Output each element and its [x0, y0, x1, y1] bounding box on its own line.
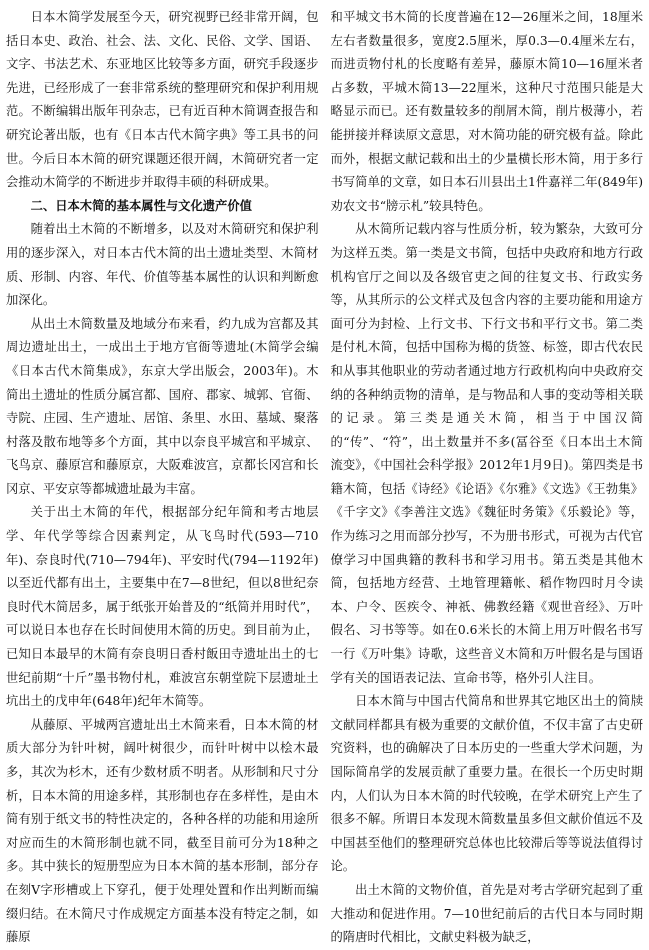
right-paragraph-1: 和平城文书木简的长度普遍在12—26厘米之间，18厘米左右者数量很多，宽度2.5厘米，厚0.3—0.4厘米左右，而进贡物付札的长度略有差异，藤原木简10—16厘米者占多数，平城木简13—22厘米，这种尺寸范围只能是大略显示而已。还有数量较多的削屑木简，削片极薄小，若能拼接并释读原文意思，对木简功能的研究极有益。除此而外，根据文献记载和出土的少量横长形木简，用于多行书写简单的文章，如日本石川县出土1件嘉祥二年(849年)劝农文书“牓示札”较具特色。 [330, 10, 643, 213]
right-paragraph-4: 出土木简的文物价值，首先是对考古学研究起到了重大推动和促进作用。7—10世纪前后的古代日本与同时期的隋唐时代相比，文献史料极为缺乏， [330, 882, 643, 945]
left-paragraph-5: 从藤原、平城两宫遗址出土木简来看，日本木简的材质大部分为针叶树，阔叶树很少，而针叶树中以桧木最多，其次为杉木，还有少数材质不明者。从形制和尺寸分析，日本木简的用途多样，其形制也存在多样性，是由木简有别于纸文书的特性决定的，各种各样的功能和用途所对应而生的木简形制也就不同，截至目前可分为18种之多。其中狭长的短册型应为日本木简的基本形制，部分存在刻V字形槽或上下穿孔，便于处理处置和作出判断而编缀归结。在木简尺寸作成规定方面基本没有特定之制，如藤原 [6, 717, 319, 945]
right-paragraph-2: 从木简所记载内容与性质分析，较为繁杂，大致可分为这样五类。第一类是文书简，包括中央政府和地方行政机构官厅之间以及各级官吏之间的往复文书、行政实务等，从其所示的公文样式及包含内容的主要功能和用途方面可分为封检、上行文书、下行文书和平行文书。第二类是付札木简，包括中国称为楬的货签、标签，即古代农民和从事其他职业的劳动者通过地方行政机构向中央政府交纳的各种纳贡物的清单，是与物品和人事的变动等相关联的记录。第三类是通关木简，相当于中国汉简的“传”、“符”，出土数量并不多(冨谷至《日本出土木简流变》，《中国社会科学报》2012年1月9日)。第四类是书籍木简，包括《诗经》《论语》《尔雅》《文选》《王勃集》《千字文》《李善注文选》《魏征时务策》《乐毅论》等，作为练习之用而部分抄写，不为册书形式，可视为古代官僚学习中国典籍的教科书和学习用书。第五类是其他木简，包括地方经营、土地管理籍帐、稻作物四时月令读本、户令、医疾令、神祇、佛教经籍《观世音经》、万叶假名、习书等等。如在0.6米长的木简上用万叶假名书写一行《万叶集》诗歌，这些音义木简和万叶假名是与国语学有关的国语表记法、宣命书等，格外引人注目。 [330, 222, 643, 685]
left-paragraph-4: 关于出土木简的年代，根据部分纪年简和考古地层学、年代学等综合因素判定，从飞鸟时代(593—710年)、奈良时代(710—794年)、平安时代(794—1192年)以至近代都有出土，主要集中在7—8世纪，但以8世纪奈良时代木简居多，属于纸张开始普及的“纸简并用时代”，可以说日本也存在长时间使用木简的历史。到目前为止，已知日本最早的木简有奈良明日香村飯田寺遗址出土的七世纪前期“十斤”墨书物付札，难波宫东朝堂院下层遗址土坑出土的戊申年(648年)纪年木简等。 [6, 505, 319, 709]
left-paragraph-3: 从出土木简数量及地域分布来看，约九成为宫都及其周边遗址出土，一成出土于地方官衙等遗址(木简学会编《日本古代木简集成》，东京大学出版会，2003年)。木简出土遗址的性质分属宫都、国府、郡家、城郭、官衙、寺院、庄园、生产遗址、居馆、条里、水田、墓域、聚落村落及散布地等多个方面，其中以奈良平城宫和平城京、飞鸟京、藤原宫和藤原京，大阪难波宫，京都长冈宫和长冈京、平安京等都城遗址最为丰富。 [6, 316, 319, 496]
left-paragraph-1: 日本木简学发展至今天，研究视野已经非常开阔，包括日本史、政治、社会、法、文化、民俗、文学、国语、文字、书法艺术、东亚地区比较等多方面，研究手段逐步先进，已经形成了一套非常系统的整理研究和保护利用规范。不断编辑出版年刊杂志，已有近百种木简调查报告和研究论著出版，也有《日本古代木简字典》等工具书的问世。今后日本木简的研究课题还很开阔，木简研究者一定会推动木简学的不断进步并取得丰硕的科研成果。 [6, 10, 319, 190]
left-paragraph-2: 随着出土木简的不断增多，以及对木简研究和保护利用的逐步深入，对日本古代木简的出土遗址类型、木简材质、形制、内容、年代、价值等基本属性的认识和判断愈加深化。 [6, 222, 319, 308]
section-heading: 二、日本木简的基本属性与文化遗产价值 [30, 198, 252, 213]
left-column [6, 6, 319, 945]
right-column [330, 6, 644, 945]
right-paragraph-3: 日本木简与中国古代简帛和世界其它地区出土的简牍文献同样都具有极为重要的文献价值，不仅丰富了古史研究资料，也的确解决了日本历史的一些重大学术问题，为国际简帛学的发展贡献了重要力量。在很长一个历史时期内，人们认为日本木简的时代较晚，在学术研究上产生了很多不解。所谓日本发现木简数量虽多但文献价值远不及中国甚至他们的整理研究总体也比较滞后等等说法值得讨论。 [330, 694, 643, 874]
